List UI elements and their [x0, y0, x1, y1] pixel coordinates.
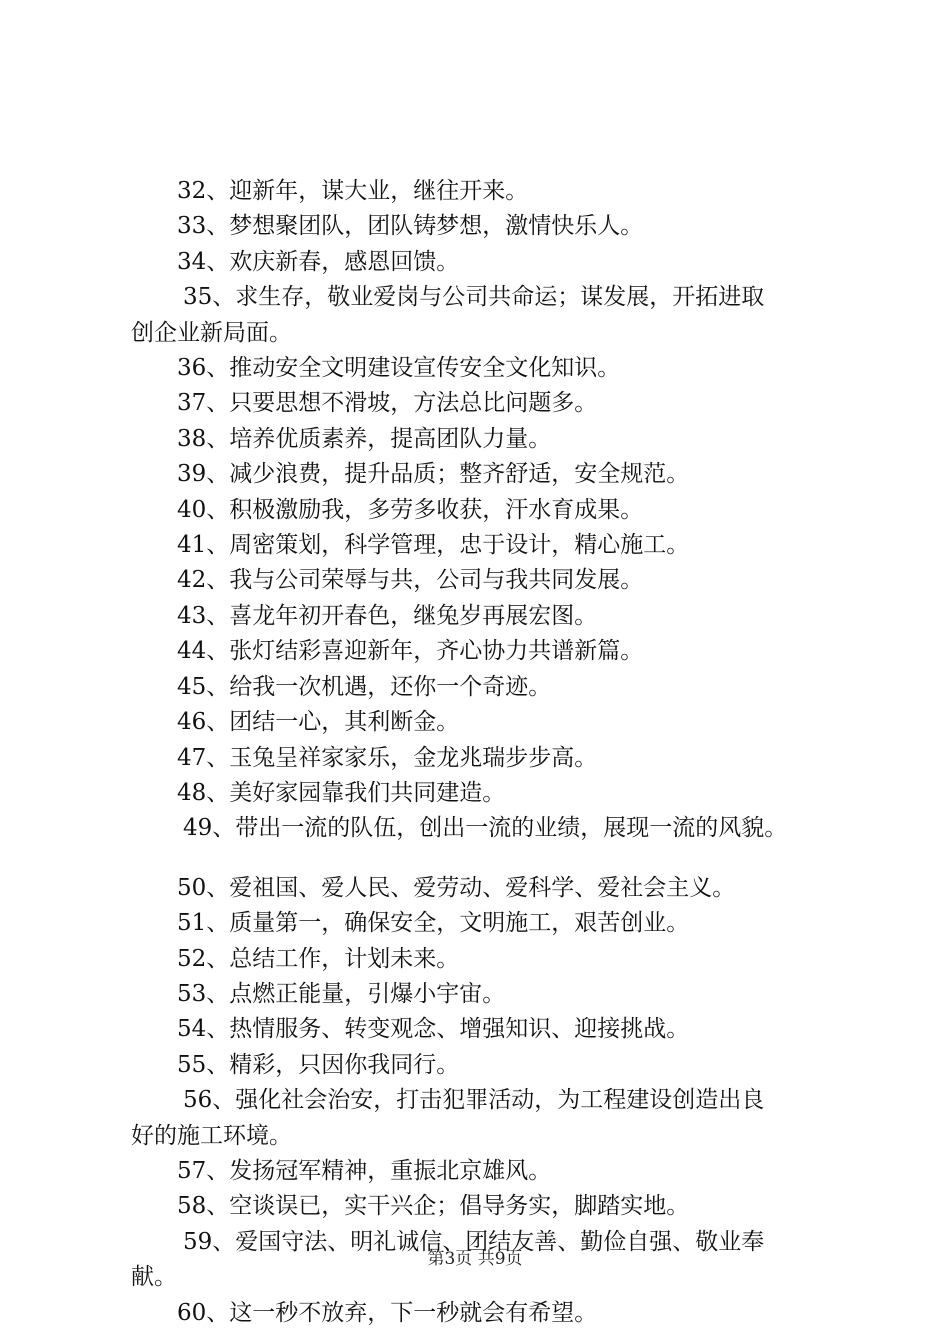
slogan-list — [131, 174, 851, 1331]
slogan-item: 51、质量第一，确保安全，文明施工，艰苦创业。 — [177, 910, 690, 937]
slogan-item: 52、总结工作，计划未来。 — [177, 945, 460, 972]
slogan-item: 34、欢庆新春，感恩回馈。 — [177, 248, 460, 275]
slogan-item: 55、精彩，只因你我同行。 — [177, 1051, 460, 1078]
slogan-item: 50、爱祖国、爱人民、爱劳动、爱科学、爱社会主义。 — [177, 874, 736, 901]
slogan-item: 54、热情服务、转变观念、增强知识、迎接挑战。 — [177, 1016, 690, 1043]
slogan-item: 40、积极激励我，多劳多收获，汗水育成果。 — [177, 496, 644, 523]
slogan-item: 36、推动安全文明建设宣传安全文化知识。 — [177, 355, 621, 382]
slogan-item: 58、空谈误已，实干兴企；倡导务实，脚踏实地。 — [177, 1193, 690, 1220]
slogan-item: 38、培养优质素养，提高团队力量。 — [177, 425, 552, 452]
slogan-item: 37、只要思想不滑坡，方法总比问题多。 — [177, 390, 598, 417]
slogan-item: 47、玉兔呈祥家家乐，金龙兆瑞步步高。 — [177, 744, 598, 771]
page-footer: 第3页 共9页 — [427, 1249, 523, 1269]
slogan-item: 60、这一秒不放弃，下一秒就会有希望。 — [177, 1299, 598, 1326]
slogan-item: 39、减少浪费，提升品质；整齐舒适，安全规范。 — [177, 461, 690, 488]
slogan-item: 48、美好家园靠我们共同建造。 — [177, 779, 506, 806]
slogan-item: 44、张灯结彩喜迎新年，齐心协力共谱新篇。 — [177, 638, 644, 665]
slogan-item: 43、喜龙年初开春色，继兔岁再展宏图。 — [177, 602, 598, 629]
slogan-item-continuation: 创企业新局面。 — [131, 319, 292, 346]
slogan-item: 53、点燃正能量，引爆小宇宙。 — [177, 980, 506, 1007]
paragraph-gap — [131, 847, 851, 871]
slogan-item: 32、迎新年，谋大业，继往开来。 — [177, 178, 529, 204]
slogan-item: 42、我与公司荣辱与共，公司与我共同发展。 — [177, 567, 644, 594]
slogan-item-continuation: 好的施工环境。 — [131, 1122, 292, 1149]
slogan-item: 35、求生存，敬业爱岗与公司共命运；谋发展，开拓进取 — [183, 284, 765, 311]
slogan-item-continuation: 献。 — [131, 1264, 177, 1291]
slogan-item: 46、团结一心，其利断金。 — [177, 709, 460, 736]
slogan-item: 33、梦想聚团队，团队铸梦想，激情快乐人。 — [177, 213, 644, 240]
slogan-item: 56、强化社会治安，打击犯罪活动，为工程建设创造出良 — [183, 1087, 765, 1114]
slogan-item: 57、发扬冠军精神，重振北京雄风。 — [177, 1157, 552, 1184]
slogan-item: 49、带出一流的队伍，创出一流的业绩，展现一流的风貌。 — [183, 815, 788, 842]
slogan-item: 45、给我一次机遇，还你一个奇迹。 — [177, 673, 552, 700]
slogan-item: 41、周密策划，科学管理，忠于设计，精心施工。 — [177, 532, 690, 559]
slogan-item: 59、爱国守法、明礼诚信、团结友善、勤俭自强、敬业奉 — [183, 1228, 765, 1255]
